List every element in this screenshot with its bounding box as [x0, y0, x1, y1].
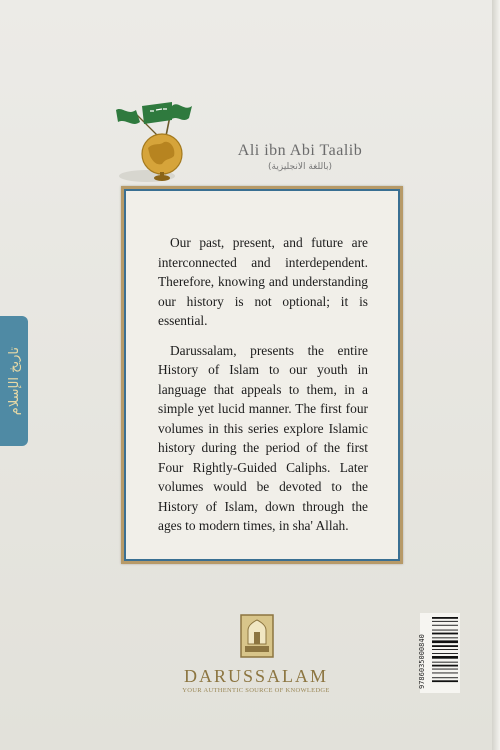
- barcode-bar: [432, 645, 458, 647]
- publisher-tagline: YOUR AUTHENTIC SOURCE OF KNOWLEDGE: [182, 687, 330, 694]
- series-title: Ali ibn Abi Taalib: [237, 142, 363, 159]
- language-note: (باللغة الانجليزية): [268, 162, 332, 172]
- barcode-icon: [420, 613, 460, 693]
- barcode-bar: [432, 630, 458, 631]
- blurb-box: [124, 189, 400, 561]
- barcode-bar: [432, 621, 458, 622]
- barcode-bar: [432, 677, 458, 678]
- blurb-frame: [121, 186, 403, 564]
- barcode-bar: [432, 665, 458, 667]
- barcode-bar: [432, 656, 458, 659]
- barcode-bar: [432, 662, 458, 663]
- blurb-paragraph-2: Darussalam, presents the entire History of Islam to our youth in language that appeals to them, in a simple yet lucid manner. The first four volumes in this series explore Islamic history during the period of the first Four Rightly-Guided Caliphs. Later volumes would be devoted to the History of Islam, down through the ages to modern times, in sha' Allah.: [158, 342, 368, 533]
- barcode-bar: [432, 633, 458, 635]
- barcode-bar: [432, 653, 458, 654]
- barcode-bar: [432, 617, 458, 619]
- cover-edge: [492, 0, 500, 750]
- barcode-bar: [432, 649, 458, 650]
- barcode-bar: [432, 673, 458, 674]
- barcode-bar: [432, 625, 458, 626]
- series-tab-label: تاريخ الإسلام: [6, 346, 22, 416]
- barcode-bar: [432, 637, 458, 638]
- publisher-name: DARUSSALAM: [183, 666, 329, 686]
- blurb-paragraph-1: Our past, present, and future are interconnected and interdependent. Therefore, knowing and understanding our history is not optional; it is essential.: [158, 235, 368, 328]
- globe-flags-icon: [112, 96, 194, 196]
- barcode-bar: [432, 640, 458, 643]
- darussalam-logo-icon: [240, 614, 274, 658]
- barcode-bar: [432, 669, 458, 670]
- barcode-bar: [432, 680, 458, 682]
- isbn-number: 9786035000840: [418, 634, 426, 689]
- series-tab: [0, 316, 28, 446]
